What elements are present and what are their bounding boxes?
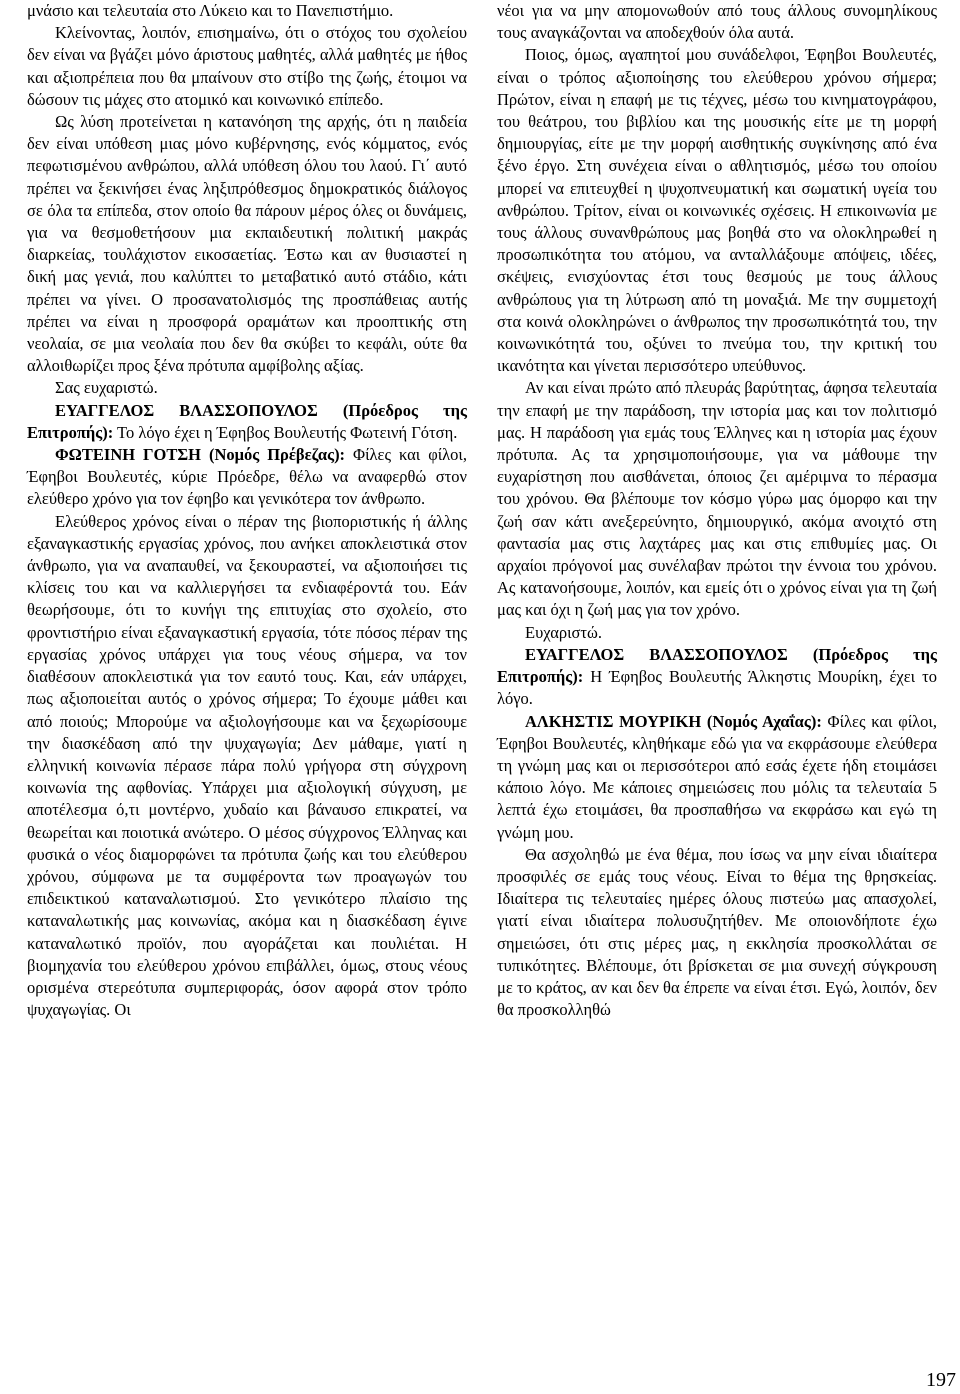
paragraph: Αν και είναι πρώτο από πλευράς βαρύτητας, άφησα τελευταία την επαφή με την παράδοση, την ιστορία μας και τον πολιτισμό μας. Η παράδοση για εμάς τους Έλληνες και η ιστορία μας έχουν πρότυπα. Ας τα χρησιμοποιήσουμε, για να μάθουμε την ευχαρίστηση που αισθάνεται, όποιος ζει αμέριμνα το πέρασμα του χρόνου. Θα βλέπουμε τον κόσμο γύρω μας όμορφο και την ζωή σαν κάτι ανεξερεύνητο, δημιουργικό, ακόμα ανοιχτό στη φαντασία μας στις λαχτάρες μας και στις επιθυμίες μας. Οι αρχαίοι πρόγονοί μας συνέλαβαν πρώτοι την έννοια του χρόνου. Ας κατανοήσουμε, λοιπόν, και εμείς ότι ο χρόνος είναι για τη ζωή μας και όχι η ζωή μας για τον χρόνο. [497, 378, 937, 620]
page-number: 197 [926, 1369, 956, 1391]
paragraph: Ελεύθερος χρόνος είναι ο πέραν της βιοποριστικής ή άλλης εξαναγκαστικής εργασίας χρόνος, που ανήκει αποκλειστικά στον άνθρωπο, για να αναπαυθεί, να ξεκουραστεί, να αξιοποιήσει τις κλίσεις του και να καλλιεργήσει τα ενδιαφέροντά του. Εάν θεωρήσουμε, ότι το κυνήγι της επιτυχίας στο σχολείο, στο φροντιστήριο είναι εξαναγκαστική εργασία, τότε πόσος πέραν της εργασίας χρόνος υπάρχει για τους νέους σήμερα, να τον διαθέσουν αποκλειστικά για τον εαυτό τους. Και, εάν υπάρχει, πως αξιοποιείται αυτός ο χρόνος σήμερα; Το έχουμε μάθει και από ποιούς; Μπορούμε να αξιολογήσουμε και να ξεχωρίσουμε την διασκέδαση από την ψυχαγωγία; Δεν μάθαμε, γιατί η ελληνική κοινωνία πέρασε πάρα πολύ γρήγορα στη σύγχρονη κοινωνία της αφθονίας. Υπάρχει μια αξιολογική σύγχυση, με αποτέλεσμα ό,τι μοντέρνο, χυδαίο και βάναυσο επικρατεί, να θεωρείται και ποιοτικά ανώτερο. Ο μέσος σύγχρονος Έλληνας και φυσικά ο νέος διαμορφώνει τα πρότυπα ζωής και του ελεύθερου χρόνου, σύμφωνα με τα συμφέροντα των προαγωγών του επιδεικτικού καταναλωτισμού. Στο γενικότερο πλαίσιο της καταναλωτικής μας κοινωνίας, ακόμα και η διασκέδαση έγινε καταναλωτικό προϊόν, που αγοράζεται και πουλιέται. Η βιομηχανία του ελεύθερου χρόνου επιβάλλει, όμως, στους νέους ορισμένα στερεότυπα συμπεριφοράς, όσον αφορά στον τρόπο ψυχαγωγίας. Οι [27, 511, 467, 1020]
paragraph: Θα ασχοληθώ με ένα θέμα, που ίσως να μην είναι ιδιαίτερα προσφιλές σε εμάς τους νέους. Είναι το θέμα της θρησκείας. Ιδιαίτερα τις τελευταίες ημέρες όλους πιστεύω μας απασχολεί, γιατί είναι ιδιαίτερα πολυσυζητήθεν. Με οποιονδήποτε έχω σημειώσει, ότι στις μέρες μας, η εκκλησία προσκολλάται σε τυπικότητες. Βλέπουμε, ότι βρίσκεται σε μια συνεχή σύγκρουση με το κράτος, αν και δεν θα έπρεπε να είναι έτσι. Εγώ, λοιπόν, δεν θα προσκολληθώ [497, 844, 937, 1020]
paragraph: Ποιος, όμως, αγαπητοί μου συνάδελφοι, Έφηβοι Βουλευτές, είναι ο τρόπος αξιοποίησης του ελεύθερου χρόνου σήμερα; Πρώτον, είναι η επαφή με τις τέχνες, μέσω του κινηματογράφου, του θεάτρου, του βιβλίου και της μουσικής είτε με τη μορφή δημιουργίας, είτε με την μορφή αισθητικής συγκίνησης από ένα ξένο έργο. Στη συνέχεια είναι ο αθλητισμός, μέσω του οποίου μπορεί να επιτευχθεί η ψυχοπνευματική και σωματική υγεία του ανθρώπου. Τρίτον, είναι οι κοινωνικές σχέσεις. Η επικοινωνία με τους άλλους συνανθρώπους μας βοηθά στο να ολοκληρωθεί η προσωπικότητα του ατόμου, να ανταλλάξουμε απόψεις, ιδέες, σκέψεις, ενισχύοντας έτσι τους θεσμούς με τους άλλους ανθρώπους για τη λύτρωση από τη μοναξιά. Με την συμμετοχή στα κοινά ολοκληρώνει ο άνθρωπος την προσωπικότητά του, την κοινωνικότητά του, οξύνει το πνεύμα του, την κριτική του ικανότητα και γίνεται περισσότερο υπεύθυνος. [497, 45, 937, 376]
speech-text: Το λόγο έχει η Έφηβος Βουλευτής Φωτεινή Γότση. [113, 422, 458, 442]
left-column [27, 0, 467, 1021]
speaker-name: ΑΛΚΗΣΤΙΣ ΜΟΥΡΙΚΗ (Νομός Αχαΐας): [525, 711, 822, 731]
speaker-paragraph [497, 711, 937, 844]
paragraph: Ως λύση προτείνεται η κατανόηση της αρχής, ότι η παιδεία δεν είναι υπόθεση μιας μόνο κυβέρνησης, ενός κόμματος, ενός πεφωτισμένου ανθρώπου, αλλά υπόθεση όλου του λαού. Γι΄ αυτό πρέπει να ξεκινήσει ένας ληξιπρόθεσμος δημοκρατικός διάλογος σε όλα τα επίπεδα, στον οποίο θα πάρουν μέρος όλες οι δυνάμεις, για να θεσμοθετήσουν μια εκπαιδευτική πολιτική μακράς διαρκείας, τουλάχιστον εικοσαετίας. Έστω και αν θυσιαστεί η δική μας γενιά, που καλύπτει το μεταβατικό αυτό στάδιο, κάτι πρέπει να γίνει. Ο προσανατολισμός της προσπάθειας αυτής πρέπει να είναι η προσφορά οραμάτων και προοπτικής στη νεολαία, σε μια νεολαία που δεν θα σκύβει το κεφάλι, ούτε θα αλλοιθωρίζει προς ξένα πρότυπα αμφίβολης αξίας. [27, 112, 467, 376]
speaker-paragraph [27, 400, 467, 444]
paragraph: Σας ευχαριστώ. [55, 378, 158, 398]
speaker-name: ΦΩΤΕΙΝΗ ΓΟΤΣΗ (Νομός Πρέβεζας): [55, 445, 346, 465]
speech-text: Η Έφηβος Βουλευτής Άλκηστις Μουρίκη, έχει το λόγο. [497, 667, 937, 709]
speaker-name: ΕΥΑΓΓΕΛΟΣ ΒΛΑΣΣΟΠΟΥΛΟΣ (Πρόεδρος της Επιτροπής): [27, 400, 467, 442]
right-column [497, 0, 937, 1021]
speaker-paragraph [27, 444, 467, 511]
speech-text: Φίλες και φίλοι, Έφηβοι Βουλευτές, κύριε Πρόεδρε, θέλω να αναφερθώ στον ελεύθερο χρόνο για τον έφηβο και γενικότερα τον άνθρωπο. [27, 445, 467, 509]
speaker-paragraph [497, 644, 937, 711]
paragraph: Ευχαριστώ. [525, 622, 603, 642]
paragraph: μνάσιο και τελευταία στο Λύκειο και το Πανεπιστήμιο. [27, 1, 394, 20]
speech-text: Φίλες και φίλοι, Έφηβοι Βουλευτές, κληθήκαμε εδώ για να εκφράσουμε ελεύθερα τη γνώμη μας και οι περισσότεροι από εσάς έχετε ήδη ετοιμάσει κάποιο λόγο. Με κάποιες σημειώσεις που μόλις τα τελευταία 5 λεπτά έχω ετοιμάσει, θα προσπαθήσω να εκφράσω και εγώ τη γνώμη μου. [497, 711, 937, 842]
paragraph: νέοι για να μην απομονωθούν από τους άλλους συνομηλίκους τους αναγκάζονται να αποδεχθούν όλα αυτά. [497, 1, 937, 43]
speaker-name: ΕΥΑΓΓΕΛΟΣ ΒΛΑΣΣΟΠΟΥΛΟΣ (Πρόεδρος της Επιτροπής): [497, 644, 937, 687]
paragraph: Κλείνοντας, λοιπόν, επισημαίνω, ότι ο στόχος του σχολείου δεν είναι να βγάζει μόνο άριστους μαθητές, αλλά μαθητές με ήθος και αξιοπρέπεια που θα μπαίνουν στο στίβο της ζωής, έτοιμοι να δώσουν τις μάχες στο ατομικό και κοινωνικό επίπεδο. [27, 23, 467, 109]
